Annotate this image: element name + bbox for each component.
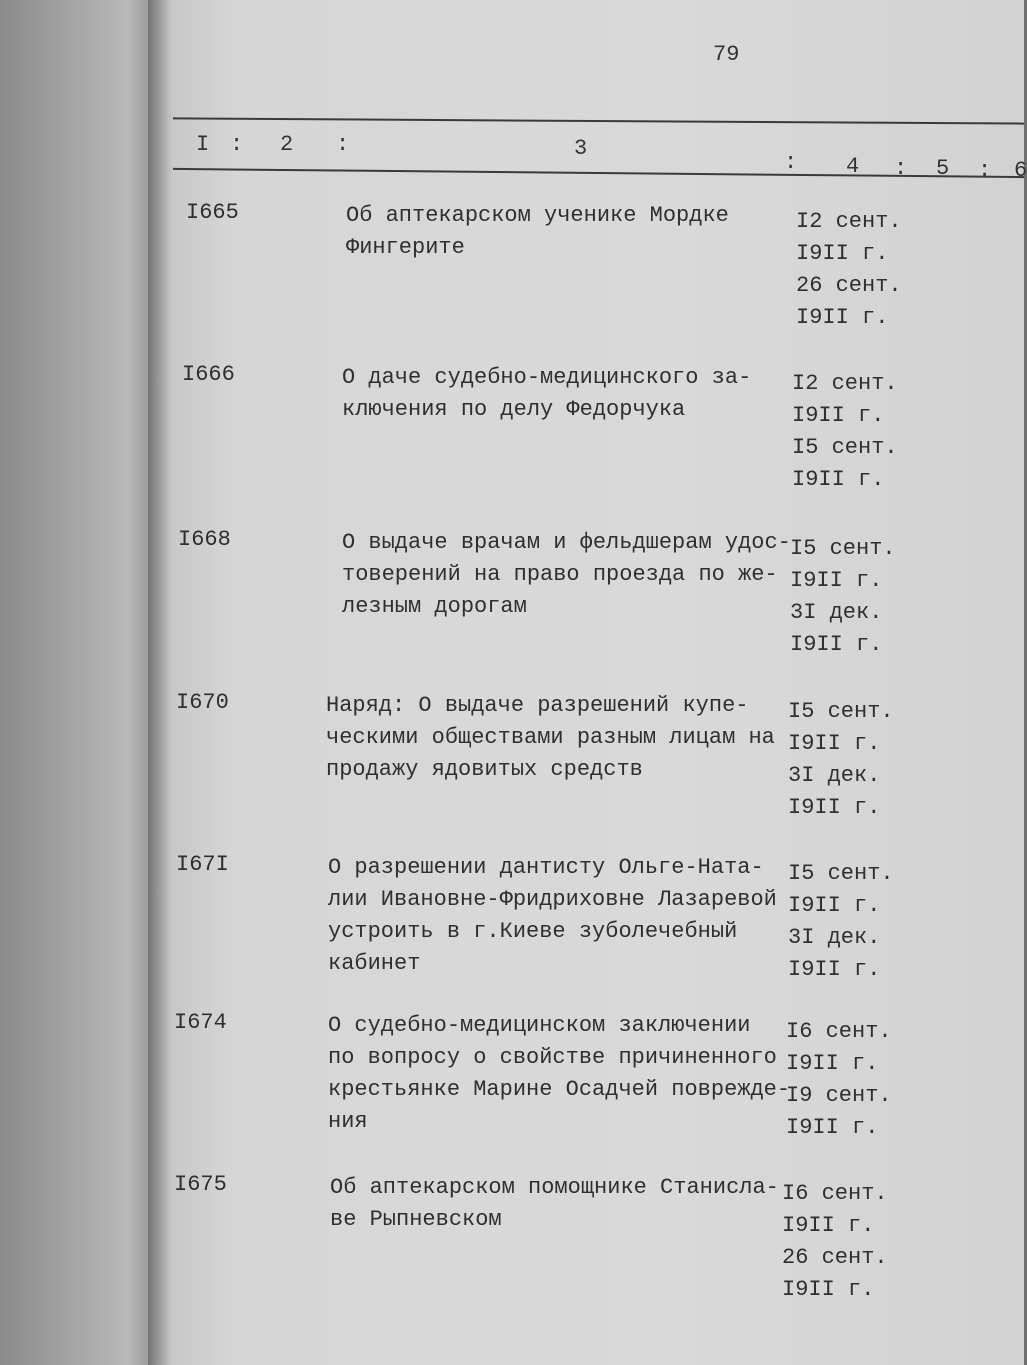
row-description: О выдаче врачам и фельдшерам удос- товерений на право проезда по же- лезным дорогам — [342, 530, 791, 619]
row-dates: I6 сент. I9II г. I9 сент. I9II г. — [786, 1019, 892, 1140]
previous-page-edge — [0, 0, 150, 1365]
header-col-3: 3 — [574, 136, 588, 161]
header-sep-5: : — [978, 158, 992, 183]
header-col-4: 4 — [846, 154, 860, 179]
row-dates: I6 сент. I9II г. 26 сент. I9II г. — [782, 1181, 888, 1302]
header-sep-4: : — [894, 156, 908, 181]
row-number: I674 — [174, 1010, 227, 1035]
row-number: I675 — [174, 1172, 227, 1197]
row-description: Об аптекарском ученике Мордке Фингерите — [346, 203, 729, 260]
row-description: Об аптекарском помощнике Станисла- ве Рыпневском — [330, 1175, 779, 1232]
header-sep-3: : — [784, 150, 798, 175]
page-number: 79 — [713, 42, 740, 67]
header-col-6: 6 — [1014, 158, 1027, 183]
row-description: О разрешении дантисту Ольге-Ната- лии Ивановне-Фридриховне Лазаревой устроить в г.Киеве зуболечебный кабинет — [328, 855, 777, 976]
row-description: Наряд: О выдаче разрешений купе- ческими обществами разным лицам на продажу ядовитых средств — [326, 693, 775, 782]
row-description: О судебно-медицинском заключении по вопросу о свойстве причиненного крестьянке Марине Осадчей поврежде- ния — [328, 1013, 791, 1134]
row-number: I670 — [176, 690, 229, 715]
header-sep-1: : — [230, 132, 244, 157]
row-dates: I2 сент. I9II г. I5 сент. I9II г. — [792, 371, 898, 492]
header-col-5: 5 — [936, 156, 950, 181]
row-dates: I5 сент. I9II г. 3I дек. I9II г. — [788, 861, 894, 982]
row-dates: I2 сент. I9II г. 26 сент. I9II г. — [796, 209, 902, 330]
row-description: О даче судебно-медицинского за- ключения по делу Федорчука — [342, 365, 752, 422]
header-col-1: I — [196, 132, 210, 157]
row-number: I668 — [178, 527, 231, 552]
row-number: I665 — [186, 200, 239, 225]
row-dates: I5 сент. I9II г. 3I дек. I9II г. — [790, 536, 896, 657]
row-number: I666 — [182, 362, 235, 387]
row-dates: I5 сент. I9II г. 3I дек. I9II г. — [788, 699, 894, 820]
document-page — [148, 0, 1027, 1365]
header-top-rule — [173, 117, 1024, 124]
header-sep-2: : — [336, 132, 350, 157]
header-col-2: 2 — [280, 132, 294, 157]
row-number: I67I — [176, 852, 229, 877]
